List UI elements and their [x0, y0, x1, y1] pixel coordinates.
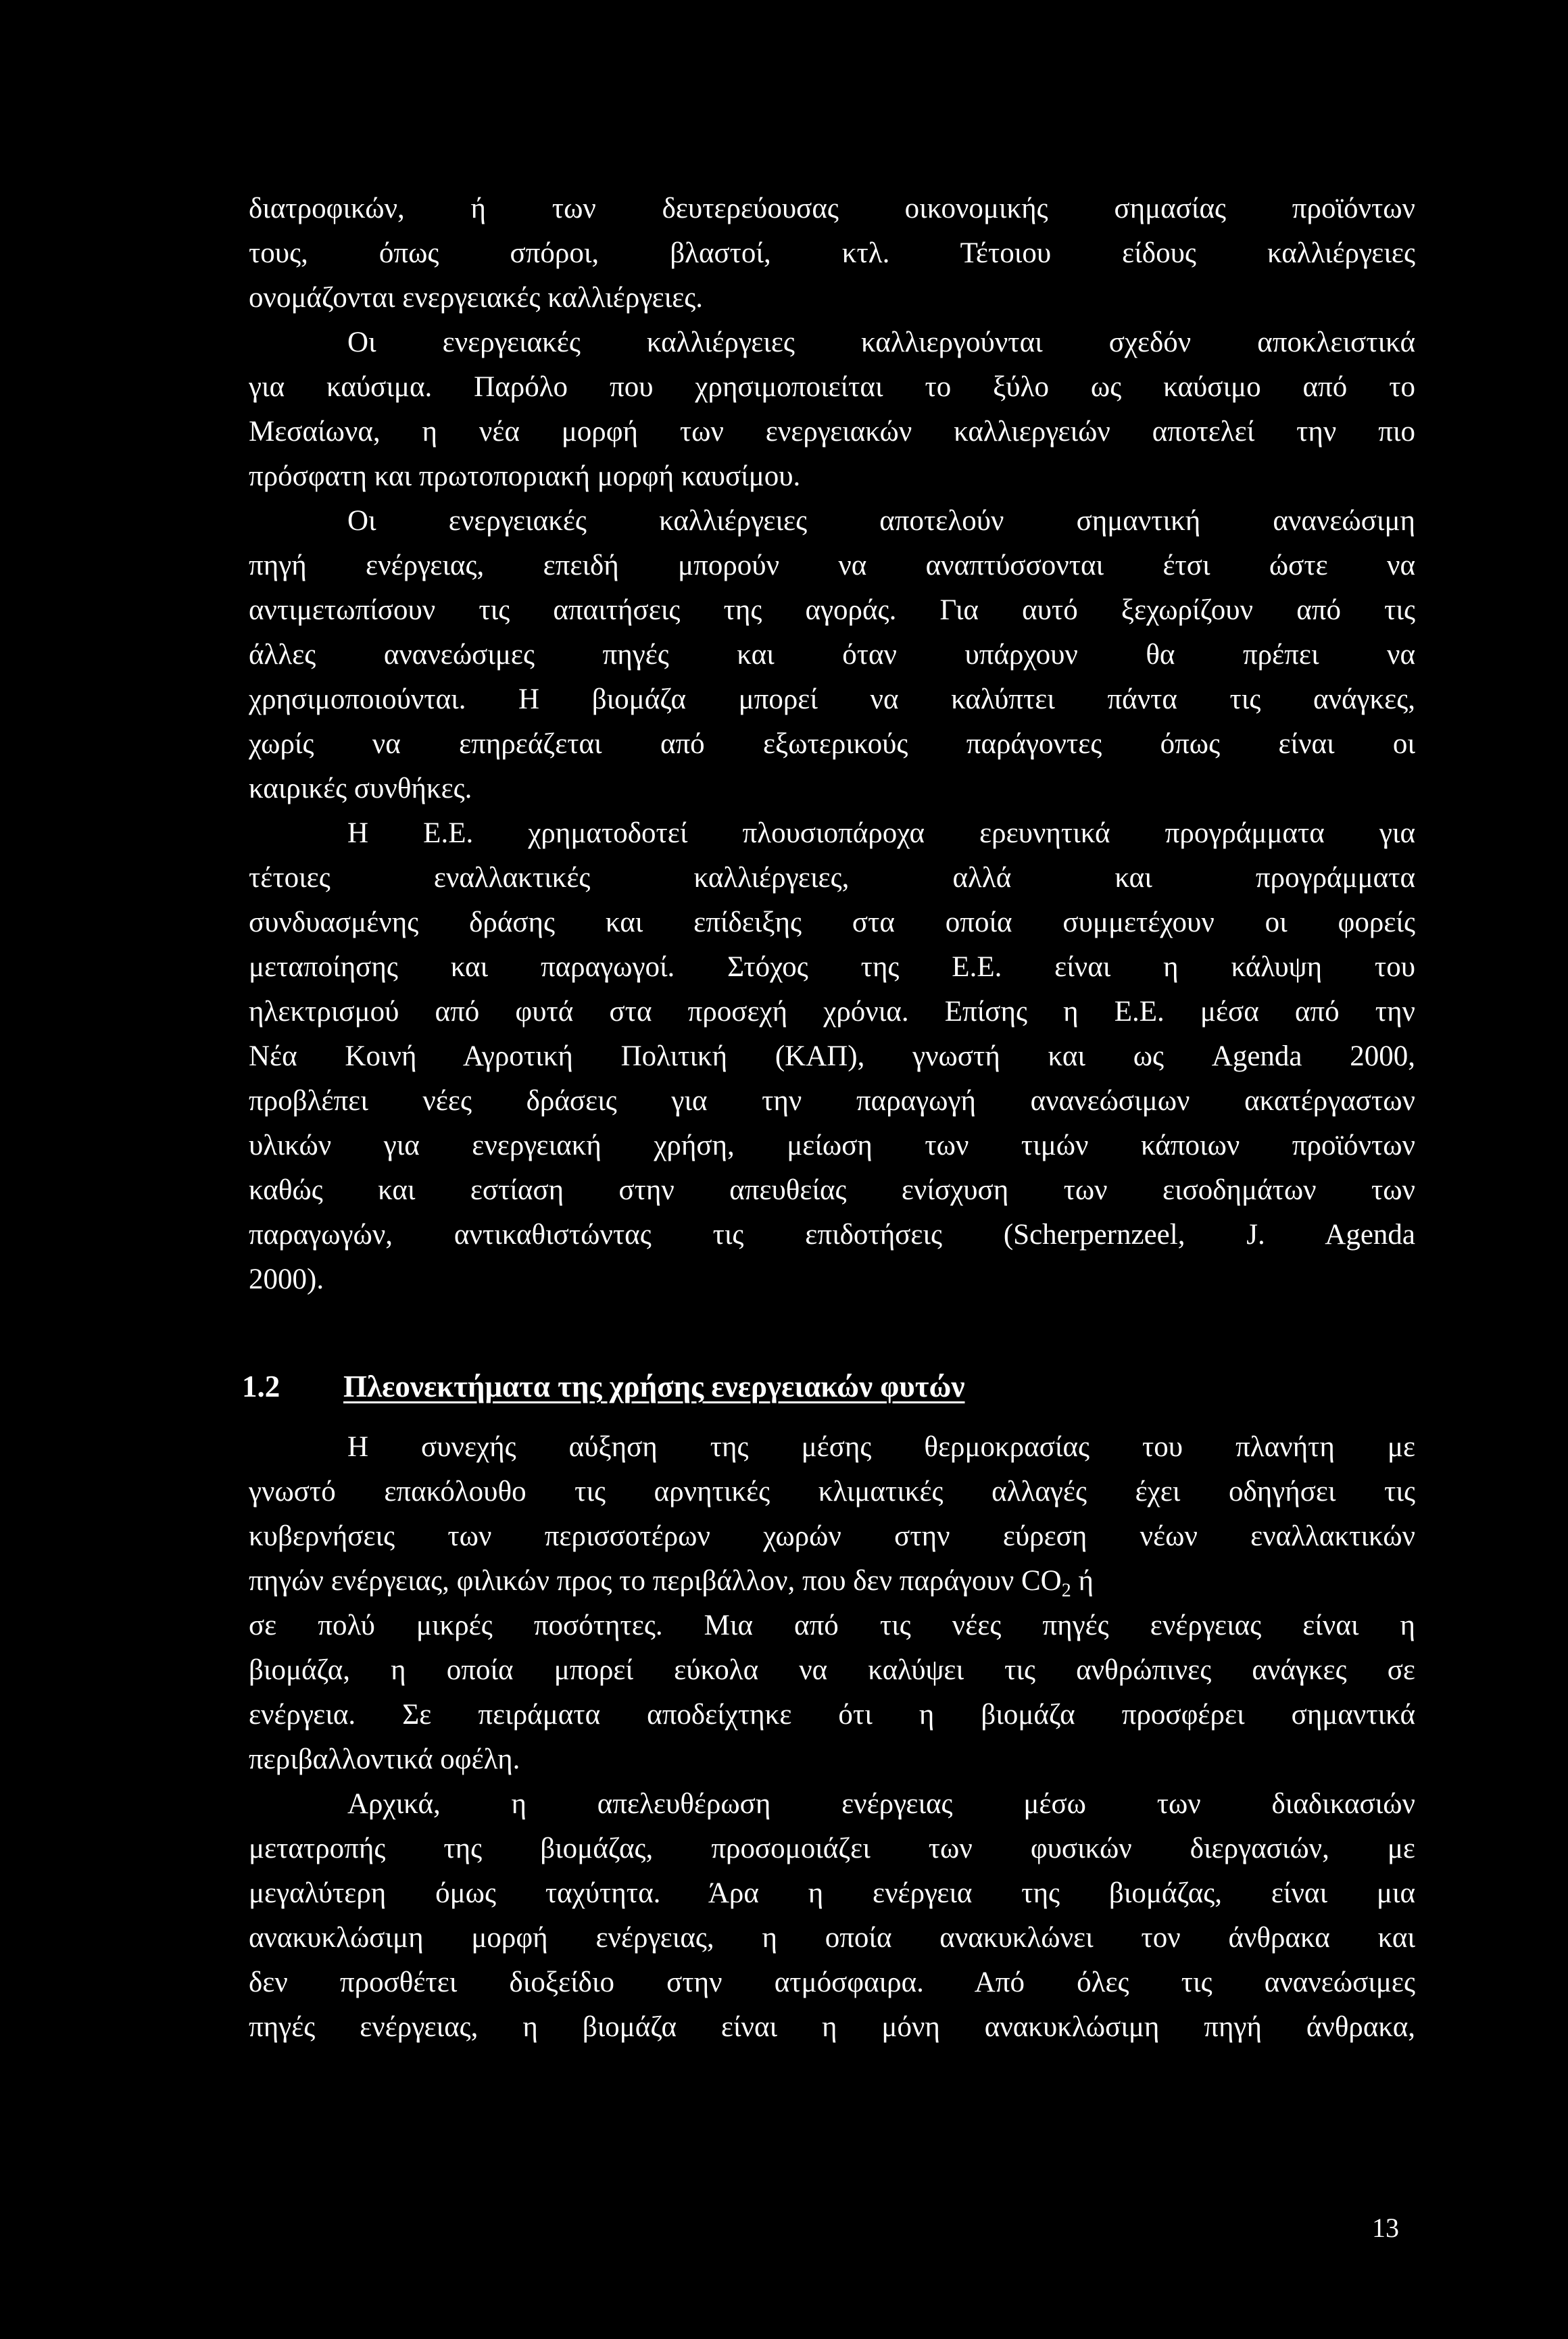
text-line: υλικών για ενεργειακή χρήση, μείωση των τιμών κάποιων προϊόντων: [249, 1130, 1415, 1161]
text-line: Η συνεχής αύξηση της μέσης θερμοκρασίας του πλανήτη με: [347, 1431, 1415, 1463]
text-line: δεν προσθέτει διοξείδιο στην ατμόσφαιρα. Από όλες τις ανανεώσιμες: [249, 1967, 1415, 1998]
text-line: μεγαλύτερη όμως ταχύτητα. Άρα η ενέργεια της βιομάζας, είναι μια: [249, 1877, 1415, 1909]
text-line: αντιμετωπίσουν τις απαιτήσεις της αγοράς. Για αυτό ξεχωρίζουν από τις: [249, 594, 1415, 626]
co2-subscript: 2: [1061, 1580, 1071, 1601]
text-line: Αρχικά, η απελευθέρωση ενέργειας μέσω των διαδικασιών: [347, 1788, 1415, 1820]
text-line: χρησιμοποιούνται. Η βιομάζα μπορεί να καλύπτει πάντα τις ανάγκες,: [249, 683, 1415, 715]
text-line: σε πολύ μικρές ποσότητες. Μια από τις νέες πηγές ενέργειας είναι η: [249, 1610, 1415, 1641]
text-line: διατροφικών, ή των δευτερεύουσας οικονομικής σημασίας προϊόντων: [249, 193, 1415, 224]
text-line: Η Ε.Ε. χρηματοδοτεί πλουσιοπάροχα ερευνητικά προγράμματα για: [347, 817, 1415, 849]
text-line: Οι ενεργειακές καλλιέργειες αποτελούν σημαντική ανανεώσιμη: [347, 505, 1415, 537]
text-line: βιομάζα, η οποία μπορεί εύκολα να καλύψει τις ανθρώπινες ανάγκες σε: [249, 1654, 1415, 1686]
text-line: πρόσφατη και πρωτοποριακή μορφή καυσίμου.: [249, 460, 801, 492]
text-line: χωρίς να επηρεάζεται από εξωτερικούς παράγοντες όπως είναι οι: [249, 728, 1415, 760]
text-line: ηλεκτρισμού από φυτά στα προσεχή χρόνια. Επίσης η Ε.Ε. μέσα από την: [249, 996, 1415, 1028]
text-line: γνωστό επακόλουθο τις αρνητικές κλιματικές αλλαγές έχει οδηγήσει τις: [249, 1476, 1415, 1508]
text-line: για καύσιμα. Παρόλο που χρησιμοποιείται το ξύλο ως καύσιμο από το: [249, 371, 1415, 403]
section-title: Πλεονεκτήματα της χρήσης ενεργειακών φυτών: [343, 1370, 965, 1403]
text-line: καιρικές συνθήκες.: [249, 773, 472, 804]
co2-line-tail: ή: [1071, 1565, 1094, 1597]
section-heading: [242, 1364, 965, 1409]
text-line: Οι ενεργειακές καλλιέργειες καλλιεργούνται σχεδόν αποκλειστικά: [347, 327, 1415, 358]
text-line: περιβαλλοντικά οφέλη.: [249, 1743, 520, 1775]
text-line: καθώς και εστίαση στην απευθείας ενίσχυση των εισοδημάτων των: [249, 1174, 1415, 1206]
text-line: παραγωγών, αντικαθιστώντας τις επιδοτήσεις (Scherpernzeel, J. Agenda: [249, 1219, 1415, 1251]
text-line: τους, όπως σπόροι, βλαστοί, κτλ. Τέτοιου είδους καλλιέργειες: [249, 237, 1415, 269]
text-line: συνδυασμένης δράσης και επίδειξης στα οποία συμμετέχουν οι φορείς: [249, 907, 1415, 938]
text-line: πηγή ενέργειας, επειδή μπορούν να αναπτύσσονται έτσι ώστε να: [249, 550, 1415, 581]
text-line: Μεσαίωνα, η νέα μορφή των ενεργειακών καλλιεργειών αποτελεί την πιο: [249, 416, 1415, 448]
text-line: Νέα Κοινή Αγροτική Πολιτική (ΚΑΠ), γνωστή και ως Agenda 2000,: [249, 1040, 1415, 1072]
text-line: ονομάζονται ενεργειακές καλλιέργειες.: [249, 282, 704, 314]
text-line: μεταποίησης και παραγωγοί. Στόχος της Ε.Ε. είναι η κάλυψη του: [249, 951, 1415, 983]
text-line: κυβερνήσεις των περισσοτέρων χωρών στην εύρεση νέων εναλλακτικών: [249, 1520, 1415, 1552]
text-line: 2000).: [249, 1263, 324, 1295]
text-line: προβλέπει νέες δράσεις για την παραγωγή ανανεώσιμων ακατέργαστων: [249, 1085, 1415, 1117]
text-line: άλλες ανανεώσιμες πηγές και όταν υπάρχουν θα πρέπει να: [249, 639, 1415, 671]
text-line: ενέργεια. Σε πειράματα αποδείχτηκε ότι η βιομάζα προσφέρει σημαντικά: [249, 1699, 1415, 1731]
page-number: 13: [1372, 2213, 1399, 2243]
text-line: [249, 1559, 1415, 1603]
text-line: τέτοιες εναλλακτικές καλλιέργειες, αλλά και προγράμματα: [249, 862, 1415, 894]
section-number: 1.2: [242, 1370, 280, 1403]
text-line: πηγές ενέργειας, η βιομάζα είναι η μόνη ανακυκλώσιμη πηγή άνθρακα,: [249, 2011, 1415, 2043]
co2-line-text: πηγών ενέργειας, φιλικών προς το περιβάλλον, που δεν παράγουν CO: [249, 1565, 1062, 1597]
text-line: ανακυκλώσιμη μορφή ενέργειας, η οποία ανακυκλώνει τον άνθρακα και: [249, 1922, 1415, 1954]
text-line: μετατροπής της βιομάζας, προσομοιάζει των φυσικών διεργασιών, με: [249, 1833, 1415, 1864]
